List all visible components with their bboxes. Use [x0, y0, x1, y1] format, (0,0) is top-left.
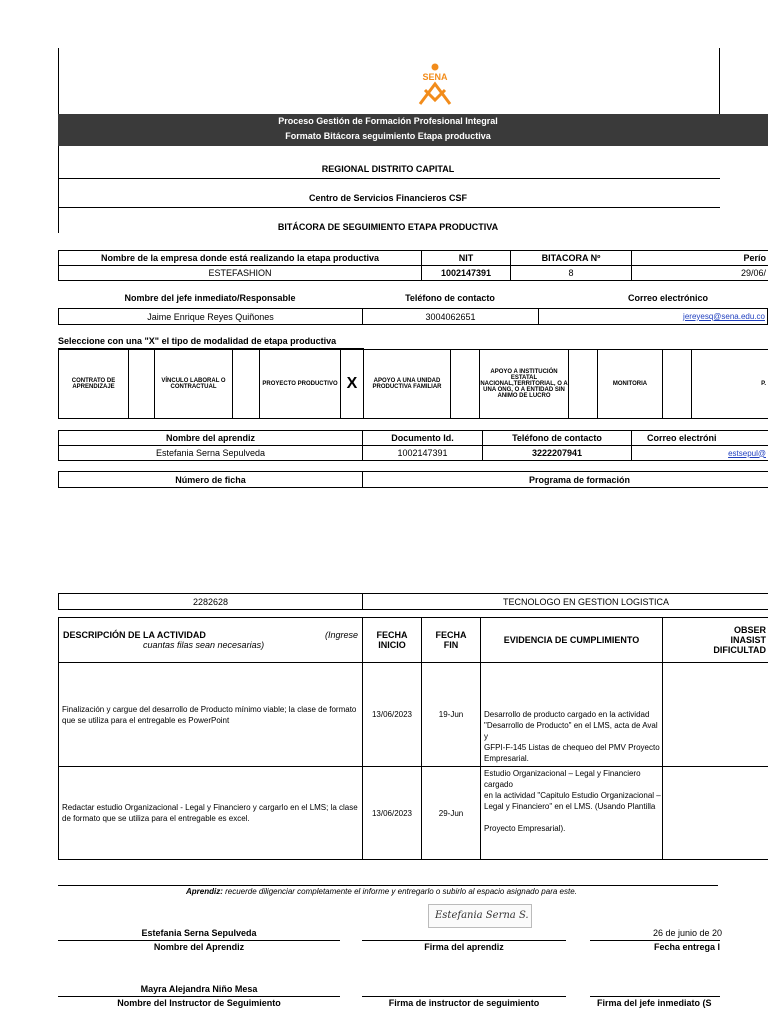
jefe-telefono: 3004062651 — [362, 308, 539, 325]
regional-title: REGIONAL DISTRITO CAPITAL — [321, 164, 455, 174]
linea-firma-instructor — [362, 996, 566, 997]
table-row-1-fin: 19-Jun — [421, 662, 481, 767]
empresa-nombre: ESTEFASHION — [58, 265, 422, 281]
divider — [58, 178, 720, 179]
label-nit: NIT — [421, 250, 511, 266]
periodo-valor: 29/06/ — [631, 265, 768, 281]
empresa-nit: 1002147391 — [421, 265, 511, 281]
divider — [58, 207, 720, 208]
linea-fecha-entrega — [590, 940, 720, 941]
header-fecha-fin — [421, 617, 481, 663]
label-aprendiz-correo: Correo electróni — [631, 430, 768, 446]
modalidad-title: Seleccione con una "X" el tipo de modalidad de etapa productiva — [58, 336, 337, 346]
header-fecha-fin-2: FIN — [443, 640, 459, 650]
modalidad-proyecto: PROYECTO PRODUCTIVO — [259, 349, 341, 419]
modalidad-apoyo-familiar-check[interactable] — [450, 349, 480, 419]
table-row-2-descripcion: Redactar estudio Organizacional - Legal y Financiero y cargarlo en el LMS; la clase de formato que se utiliza para el entregable es excel. — [58, 766, 363, 860]
header-obs-1: OBSER — [733, 625, 766, 635]
modalidad-contrato: CONTRATO DE APRENDIZAJE — [58, 349, 129, 419]
table-row-2-observaciones — [662, 766, 768, 860]
label-jefe-telefono: Teléfono de contacto — [405, 293, 495, 303]
sena-logo — [414, 62, 456, 106]
label-aprendiz: Nombre del aprendiz — [58, 430, 363, 446]
modalidad-pasantia: P. — [691, 349, 768, 419]
label-bitacora: BITACORA Nº — [510, 250, 632, 266]
header-obs-2: INASIST — [730, 635, 766, 645]
sena-logo-icon — [414, 62, 456, 106]
header-descripcion-hint-2: cuantas filas sean necesarias) — [143, 640, 265, 650]
header-descripcion-label: DESCRIPCIÓN DE LA ACTIVIDAD — [63, 630, 206, 640]
header-fecha-inicio — [362, 617, 422, 663]
band-line-2: Formato Bitácora seguimiento Etapa productiva — [285, 131, 491, 141]
centro-title: Centro de Servicios Financieros CSF — [308, 193, 468, 203]
bitacora-title: BITÁCORA DE SEGUIMIENTO ETAPA PRODUCTIVA — [277, 222, 499, 232]
header-obs-3: DIFICULTAD — [713, 645, 766, 655]
header-fecha-inicio-1: FECHA — [376, 630, 408, 640]
label-jefe: Nombre del jefe inmediato/Responsable — [124, 293, 296, 303]
label-fecha-entrega: Fecha entrega l — [653, 942, 720, 952]
frame-right-border — [719, 48, 720, 114]
aprendiz-nombre-firma: Estefania Serna Sepulveda — [141, 928, 257, 938]
jefe-correo-link[interactable] — [538, 308, 768, 325]
label-aprendiz-telefono: Teléfono de contacto — [482, 430, 632, 446]
linea-firma-jefe — [590, 996, 720, 997]
nota-aprendiz — [186, 887, 577, 896]
firmas-top-line — [58, 885, 718, 886]
header-band — [58, 114, 768, 146]
ficha-numero: 2282628 — [58, 593, 363, 610]
nota-aprendiz-label: Aprendiz: — [186, 887, 223, 896]
aprendiz-correo[interactable]: estsepul@ — [728, 448, 766, 458]
modalidad-apoyo-familiar: APOYO A UNA UNIDAD PRODUCTIVA FAMILIAR — [363, 349, 451, 419]
label-programa: Programa de formación — [362, 471, 768, 488]
label-documento: Documento Id. — [362, 430, 483, 446]
fecha-entrega: 26 de junio de 20 — [652, 928, 722, 938]
table-row-1-inicio: 13/06/2023 — [362, 662, 422, 767]
label-firma-aprendiz: Firma del aprendiz — [424, 942, 504, 952]
modalidad-monitoria: MONITORIA — [597, 349, 663, 419]
linea-nombre-instructor — [58, 996, 340, 997]
header-fecha-inicio-2: INICIO — [378, 640, 406, 650]
firma-aprendiz-imagen — [428, 904, 532, 928]
modalidad-monitoria-check[interactable] — [662, 349, 692, 419]
bitacora-numero: 8 — [510, 265, 632, 281]
modalidad-apoyo-estatal: APOYO A INSTITUCIÓN ESTATAL NACIONAL,TERRITORIAL, O A UNA ONG, O A ENTIDAD SIN ANIMO DE LUCRO — [479, 349, 569, 419]
logo-text: SENA — [422, 72, 448, 82]
modalidad-contrato-check[interactable] — [128, 349, 155, 419]
modalidad-vinculo: VÍNCULO LABORAL O CONTRACTUAL — [154, 349, 233, 419]
jefe-nombre: Jaime Enrique Reyes Quiñones — [58, 308, 363, 325]
label-firma-jefe: Firma del jefe inmediato (S — [597, 998, 712, 1008]
label-empresa: Nombre de la empresa donde está realizando la etapa productiva — [58, 250, 422, 266]
band-line-1: Proceso Gestión de Formación Profesional Integral — [278, 116, 498, 126]
jefe-correo[interactable]: jereyesq@sena.edu.co — [683, 312, 765, 321]
modalidad-apoyo-estatal-check[interactable] — [568, 349, 598, 419]
modalidad-proyecto-check[interactable]: X — [340, 349, 364, 419]
instructor-nombre: Mayra Alejandra Niño Mesa — [140, 984, 258, 994]
label-nombre-instructor: Nombre del Instructor de Seguimiento — [117, 998, 281, 1008]
table-row-2-fin: 29-Jun — [421, 766, 481, 860]
aprendiz-nombre: Estefania Serna Sepulveda — [58, 445, 363, 461]
label-firma-instructor: Firma de instructor de seguimiento — [388, 998, 540, 1008]
programa-valor: TECNOLOGO EN GESTION LOGISTICA — [362, 593, 768, 610]
table-row-1-descripcion: Finalización y cargue del desarrollo de Producto mínimo viable; la clase de formato que se utiliza para el entregable es PowerPoint — [58, 662, 363, 767]
aprendiz-documento: 1002147391 — [362, 445, 483, 461]
header-fecha-fin-1: FECHA — [435, 630, 467, 640]
firma-aprendiz-trazo: Estefania Serna S. — [435, 910, 529, 921]
linea-firma-aprendiz — [362, 940, 566, 941]
table-row-2-evidencia: Estudio Organizacional – Legal y Financiero cargado en la actividad "Capitulo Estudio Organizacional – Legal y Financiero" en el LMS. (Usando Plantilla Proyecto Empresarial). — [480, 766, 663, 860]
aprendiz-correo-link[interactable] — [631, 445, 768, 461]
nota-aprendiz-texto: recuerde diligenciar completamente el informe y entregarlo o subirlo al espacio asignado para este. — [222, 887, 577, 896]
header-descripcion-hint: (Ingrese — [324, 630, 358, 640]
table-row-1-evidencia: Desarrollo de producto cargado en la actividad "Desarrollo de Producto" en el LMS, acta de Aval y GFPI-F-145 Listas de chequeo del PMV Proyecto Empresarial. — [480, 662, 663, 767]
table-row-1-observaciones — [662, 662, 768, 767]
modalidad-vinculo-check[interactable] — [232, 349, 260, 419]
header-evidencia: EVIDENCIA DE CUMPLIMIENTO — [480, 617, 663, 663]
header-descripcion — [58, 617, 363, 663]
linea-nombre-aprendiz — [58, 940, 340, 941]
label-ficha: Número de ficha — [58, 471, 363, 488]
table-row-2-inicio: 13/06/2023 — [362, 766, 422, 860]
aprendiz-telefono: 3222207941 — [482, 445, 632, 461]
header-observaciones — [662, 617, 768, 663]
label-nombre-aprendiz: Nombre del Aprendiz — [153, 942, 245, 952]
label-periodo: Perío — [631, 250, 768, 266]
label-jefe-correo: Correo electrónico — [628, 293, 709, 303]
